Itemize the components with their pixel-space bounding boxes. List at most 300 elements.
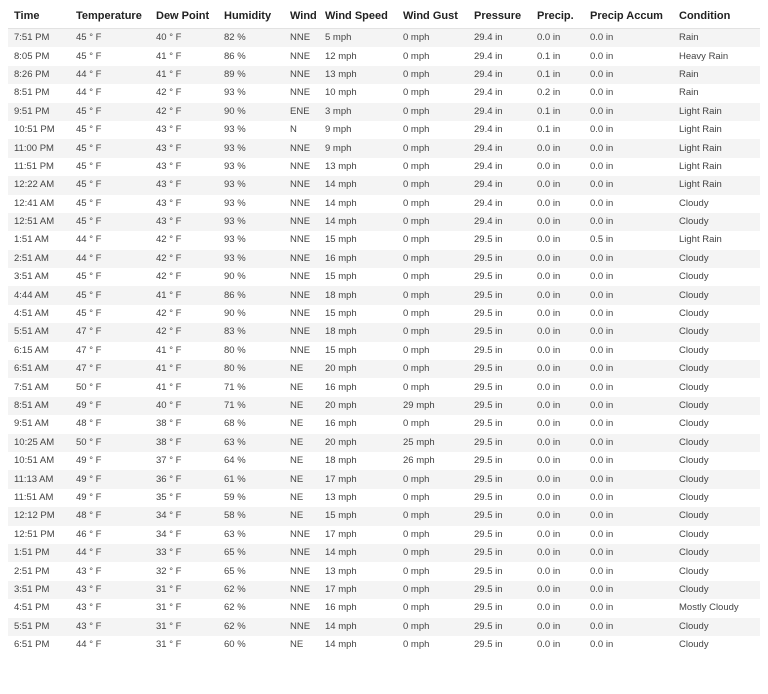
temperature-cell: 49 ° F <box>70 397 150 415</box>
dew-point-cell: 43 ° F <box>150 176 218 194</box>
temperature-cell: 45 ° F <box>70 103 150 121</box>
wind-gust-cell: 0 mph <box>397 47 468 65</box>
table-row <box>8 434 760 452</box>
dew-point-cell: 31 ° F <box>150 581 218 599</box>
column-header-wind: Wind <box>284 4 319 29</box>
wind-speed-cell: 13 mph <box>319 489 397 507</box>
precip-accum-cell: 0.0 in <box>584 139 673 157</box>
dew-point-cell: 41 ° F <box>150 47 218 65</box>
temperature-cell: 48 ° F <box>70 507 150 525</box>
wind-speed-cell: 14 mph <box>319 544 397 562</box>
wind-direction-cell: NE <box>284 470 319 488</box>
pressure-cell: 29.5 in <box>468 544 531 562</box>
condition-cell: Rain <box>673 29 760 48</box>
dew-point-cell: 38 ° F <box>150 434 218 452</box>
dew-point-cell: 41 ° F <box>150 342 218 360</box>
wind-speed-cell: 14 mph <box>319 618 397 636</box>
time-cell: 7:51 PM <box>8 29 70 48</box>
wind-direction-cell: NE <box>284 452 319 470</box>
temperature-cell: 45 ° F <box>70 268 150 286</box>
condition-cell: Cloudy <box>673 434 760 452</box>
precip-cell: 0.0 in <box>531 599 584 617</box>
column-header-precip-accum: Precip Accum <box>584 4 673 29</box>
wind-gust-cell: 0 mph <box>397 84 468 102</box>
wind-speed-cell: 14 mph <box>319 176 397 194</box>
time-cell: 11:13 AM <box>8 470 70 488</box>
humidity-cell: 83 % <box>218 323 284 341</box>
wind-direction-cell: NNE <box>284 158 319 176</box>
wind-speed-cell: 15 mph <box>319 231 397 249</box>
dew-point-cell: 37 ° F <box>150 452 218 470</box>
temperature-cell: 45 ° F <box>70 213 150 231</box>
table-row <box>8 139 760 157</box>
pressure-cell: 29.5 in <box>468 286 531 304</box>
pressure-cell: 29.5 in <box>468 526 531 544</box>
condition-cell: Cloudy <box>673 213 760 231</box>
precip-accum-cell: 0.0 in <box>584 213 673 231</box>
temperature-cell: 43 ° F <box>70 562 150 580</box>
precip-accum-cell: 0.0 in <box>584 305 673 323</box>
precip-accum-cell: 0.0 in <box>584 526 673 544</box>
precip-cell: 0.1 in <box>531 66 584 84</box>
time-cell: 2:51 AM <box>8 250 70 268</box>
humidity-cell: 64 % <box>218 452 284 470</box>
precip-accum-cell: 0.0 in <box>584 397 673 415</box>
wind-gust-cell: 0 mph <box>397 562 468 580</box>
precip-cell: 0.0 in <box>531 562 584 580</box>
wind-direction-cell: ENE <box>284 103 319 121</box>
temperature-cell: 45 ° F <box>70 121 150 139</box>
condition-cell: Light Rain <box>673 176 760 194</box>
time-cell: 8:51 PM <box>8 84 70 102</box>
humidity-cell: 90 % <box>218 103 284 121</box>
time-cell: 9:51 AM <box>8 415 70 433</box>
dew-point-cell: 41 ° F <box>150 378 218 396</box>
pressure-cell: 29.4 in <box>468 47 531 65</box>
time-cell: 3:51 PM <box>8 581 70 599</box>
table-row <box>8 618 760 636</box>
precip-cell: 0.0 in <box>531 305 584 323</box>
wind-direction-cell: NNE <box>284 544 319 562</box>
wind-speed-cell: 16 mph <box>319 250 397 268</box>
precip-cell: 0.0 in <box>531 231 584 249</box>
humidity-cell: 86 % <box>218 47 284 65</box>
temperature-cell: 44 ° F <box>70 84 150 102</box>
condition-cell: Cloudy <box>673 489 760 507</box>
time-cell: 3:51 AM <box>8 268 70 286</box>
dew-point-cell: 38 ° F <box>150 415 218 433</box>
table-row <box>8 470 760 488</box>
precip-accum-cell: 0.0 in <box>584 176 673 194</box>
wind-direction-cell: NNE <box>284 286 319 304</box>
humidity-cell: 93 % <box>218 213 284 231</box>
wind-gust-cell: 0 mph <box>397 305 468 323</box>
table-row <box>8 268 760 286</box>
temperature-cell: 44 ° F <box>70 66 150 84</box>
time-cell: 10:51 AM <box>8 452 70 470</box>
precip-accum-cell: 0.0 in <box>584 489 673 507</box>
humidity-cell: 62 % <box>218 618 284 636</box>
dew-point-cell: 40 ° F <box>150 29 218 48</box>
time-cell: 1:51 AM <box>8 231 70 249</box>
time-cell: 6:51 AM <box>8 360 70 378</box>
humidity-cell: 93 % <box>218 176 284 194</box>
wind-speed-cell: 14 mph <box>319 195 397 213</box>
precip-accum-cell: 0.0 in <box>584 121 673 139</box>
condition-cell: Cloudy <box>673 378 760 396</box>
wind-gust-cell: 0 mph <box>397 139 468 157</box>
table-row <box>8 176 760 194</box>
temperature-cell: 49 ° F <box>70 470 150 488</box>
dew-point-cell: 41 ° F <box>150 286 218 304</box>
condition-cell: Cloudy <box>673 562 760 580</box>
time-cell: 12:51 AM <box>8 213 70 231</box>
dew-point-cell: 42 ° F <box>150 250 218 268</box>
pressure-cell: 29.5 in <box>468 434 531 452</box>
wind-gust-cell: 0 mph <box>397 250 468 268</box>
column-header-humidity: Humidity <box>218 4 284 29</box>
wind-direction-cell: NNE <box>284 176 319 194</box>
temperature-cell: 45 ° F <box>70 139 150 157</box>
temperature-cell: 43 ° F <box>70 581 150 599</box>
wind-direction-cell: NNE <box>284 526 319 544</box>
table-body <box>8 29 760 655</box>
table-row <box>8 562 760 580</box>
precip-accum-cell: 0.0 in <box>584 195 673 213</box>
dew-point-cell: 31 ° F <box>150 618 218 636</box>
table-row <box>8 544 760 562</box>
precip-cell: 0.0 in <box>531 213 584 231</box>
wind-gust-cell: 0 mph <box>397 342 468 360</box>
precip-accum-cell: 0.0 in <box>584 636 673 654</box>
dew-point-cell: 42 ° F <box>150 268 218 286</box>
precip-accum-cell: 0.0 in <box>584 286 673 304</box>
table-row <box>8 250 760 268</box>
table-row <box>8 397 760 415</box>
humidity-cell: 86 % <box>218 286 284 304</box>
humidity-cell: 93 % <box>218 195 284 213</box>
humidity-cell: 62 % <box>218 599 284 617</box>
pressure-cell: 29.5 in <box>468 250 531 268</box>
pressure-cell: 29.5 in <box>468 581 531 599</box>
condition-cell: Rain <box>673 84 760 102</box>
condition-cell: Cloudy <box>673 452 760 470</box>
wind-speed-cell: 9 mph <box>319 139 397 157</box>
precip-cell: 0.0 in <box>531 526 584 544</box>
table-row <box>8 103 760 121</box>
dew-point-cell: 43 ° F <box>150 195 218 213</box>
precip-cell: 0.1 in <box>531 121 584 139</box>
precip-cell: 0.0 in <box>531 139 584 157</box>
wind-speed-cell: 20 mph <box>319 397 397 415</box>
wind-gust-cell: 0 mph <box>397 213 468 231</box>
pressure-cell: 29.5 in <box>468 489 531 507</box>
humidity-cell: 62 % <box>218 581 284 599</box>
table-header-row <box>8 4 760 29</box>
precip-cell: 0.0 in <box>531 268 584 286</box>
pressure-cell: 29.5 in <box>468 636 531 654</box>
wind-gust-cell: 0 mph <box>397 323 468 341</box>
precip-accum-cell: 0.0 in <box>584 599 673 617</box>
table-row <box>8 360 760 378</box>
pressure-cell: 29.5 in <box>468 323 531 341</box>
condition-cell: Light Rain <box>673 231 760 249</box>
pressure-cell: 29.5 in <box>468 507 531 525</box>
wind-speed-cell: 17 mph <box>319 526 397 544</box>
dew-point-cell: 32 ° F <box>150 562 218 580</box>
temperature-cell: 45 ° F <box>70 305 150 323</box>
humidity-cell: 93 % <box>218 121 284 139</box>
wind-speed-cell: 20 mph <box>319 360 397 378</box>
precip-cell: 0.0 in <box>531 397 584 415</box>
humidity-cell: 65 % <box>218 544 284 562</box>
precip-accum-cell: 0.0 in <box>584 47 673 65</box>
condition-cell: Mostly Cloudy <box>673 599 760 617</box>
humidity-cell: 63 % <box>218 434 284 452</box>
time-cell: 12:12 PM <box>8 507 70 525</box>
precip-cell: 0.0 in <box>531 434 584 452</box>
temperature-cell: 44 ° F <box>70 544 150 562</box>
time-cell: 6:15 AM <box>8 342 70 360</box>
condition-cell: Cloudy <box>673 544 760 562</box>
humidity-cell: 93 % <box>218 139 284 157</box>
temperature-cell: 45 ° F <box>70 158 150 176</box>
humidity-cell: 63 % <box>218 526 284 544</box>
condition-cell: Cloudy <box>673 286 760 304</box>
wind-gust-cell: 0 mph <box>397 158 468 176</box>
precip-accum-cell: 0.0 in <box>584 434 673 452</box>
humidity-cell: 71 % <box>218 378 284 396</box>
humidity-cell: 58 % <box>218 507 284 525</box>
wind-gust-cell: 0 mph <box>397 415 468 433</box>
temperature-cell: 43 ° F <box>70 599 150 617</box>
pressure-cell: 29.5 in <box>468 415 531 433</box>
table-row <box>8 66 760 84</box>
temperature-cell: 50 ° F <box>70 434 150 452</box>
pressure-cell: 29.5 in <box>468 618 531 636</box>
time-cell: 8:51 AM <box>8 397 70 415</box>
wind-gust-cell: 0 mph <box>397 360 468 378</box>
wind-gust-cell: 0 mph <box>397 286 468 304</box>
pressure-cell: 29.5 in <box>468 452 531 470</box>
wind-gust-cell: 0 mph <box>397 121 468 139</box>
dew-point-cell: 31 ° F <box>150 636 218 654</box>
time-cell: 10:25 AM <box>8 434 70 452</box>
precip-accum-cell: 0.0 in <box>584 323 673 341</box>
humidity-cell: 80 % <box>218 342 284 360</box>
wind-gust-cell: 0 mph <box>397 66 468 84</box>
wind-direction-cell: NNE <box>284 29 319 48</box>
pressure-cell: 29.5 in <box>468 342 531 360</box>
time-cell: 8:05 PM <box>8 47 70 65</box>
wind-speed-cell: 15 mph <box>319 268 397 286</box>
wind-direction-cell: NNE <box>284 581 319 599</box>
condition-cell: Cloudy <box>673 415 760 433</box>
wind-speed-cell: 13 mph <box>319 158 397 176</box>
time-cell: 4:44 AM <box>8 286 70 304</box>
table-row <box>8 158 760 176</box>
wind-speed-cell: 20 mph <box>319 434 397 452</box>
wind-gust-cell: 0 mph <box>397 176 468 194</box>
wind-direction-cell: NNE <box>284 213 319 231</box>
temperature-cell: 44 ° F <box>70 636 150 654</box>
condition-cell: Cloudy <box>673 250 760 268</box>
time-cell: 11:00 PM <box>8 139 70 157</box>
time-cell: 12:51 PM <box>8 526 70 544</box>
temperature-cell: 49 ° F <box>70 452 150 470</box>
column-header-wind-gust: Wind Gust <box>397 4 468 29</box>
time-cell: 2:51 PM <box>8 562 70 580</box>
table-row <box>8 231 760 249</box>
wind-gust-cell: 0 mph <box>397 636 468 654</box>
pressure-cell: 29.4 in <box>468 84 531 102</box>
precip-cell: 0.0 in <box>531 286 584 304</box>
wind-speed-cell: 18 mph <box>319 323 397 341</box>
wind-speed-cell: 13 mph <box>319 562 397 580</box>
wind-speed-cell: 10 mph <box>319 84 397 102</box>
precip-cell: 0.0 in <box>531 378 584 396</box>
wind-speed-cell: 12 mph <box>319 47 397 65</box>
condition-cell: Light Rain <box>673 121 760 139</box>
wind-speed-cell: 18 mph <box>319 286 397 304</box>
wind-gust-cell: 25 mph <box>397 434 468 452</box>
precip-cell: 0.0 in <box>531 415 584 433</box>
column-header-temperature: Temperature <box>70 4 150 29</box>
precip-accum-cell: 0.0 in <box>584 378 673 396</box>
humidity-cell: 82 % <box>218 29 284 48</box>
wind-gust-cell: 0 mph <box>397 544 468 562</box>
pressure-cell: 29.4 in <box>468 176 531 194</box>
wind-direction-cell: NNE <box>284 323 319 341</box>
precip-accum-cell: 0.0 in <box>584 507 673 525</box>
precip-accum-cell: 0.5 in <box>584 231 673 249</box>
table-row <box>8 323 760 341</box>
temperature-cell: 48 ° F <box>70 415 150 433</box>
humidity-cell: 65 % <box>218 562 284 580</box>
table-row <box>8 305 760 323</box>
wind-gust-cell: 0 mph <box>397 581 468 599</box>
humidity-cell: 89 % <box>218 66 284 84</box>
dew-point-cell: 40 ° F <box>150 397 218 415</box>
humidity-cell: 80 % <box>218 360 284 378</box>
column-header-wind-speed: Wind Speed <box>319 4 397 29</box>
condition-cell: Cloudy <box>673 636 760 654</box>
precip-cell: 0.2 in <box>531 84 584 102</box>
pressure-cell: 29.4 in <box>468 139 531 157</box>
condition-cell: Light Rain <box>673 139 760 157</box>
temperature-cell: 47 ° F <box>70 360 150 378</box>
precip-accum-cell: 0.0 in <box>584 342 673 360</box>
pressure-cell: 29.4 in <box>468 29 531 48</box>
precip-cell: 0.0 in <box>531 581 584 599</box>
wind-speed-cell: 15 mph <box>319 305 397 323</box>
time-cell: 11:51 PM <box>8 158 70 176</box>
precip-accum-cell: 0.0 in <box>584 66 673 84</box>
dew-point-cell: 42 ° F <box>150 231 218 249</box>
table-row <box>8 121 760 139</box>
pressure-cell: 29.5 in <box>468 470 531 488</box>
wind-gust-cell: 0 mph <box>397 526 468 544</box>
wind-speed-cell: 15 mph <box>319 342 397 360</box>
precip-cell: 0.0 in <box>531 544 584 562</box>
wind-speed-cell: 18 mph <box>319 452 397 470</box>
temperature-cell: 44 ° F <box>70 250 150 268</box>
dew-point-cell: 42 ° F <box>150 103 218 121</box>
table-row <box>8 213 760 231</box>
table-row <box>8 378 760 396</box>
wind-speed-cell: 16 mph <box>319 415 397 433</box>
wind-speed-cell: 14 mph <box>319 636 397 654</box>
wind-gust-cell: 29 mph <box>397 397 468 415</box>
temperature-cell: 50 ° F <box>70 378 150 396</box>
humidity-cell: 93 % <box>218 231 284 249</box>
condition-cell: Cloudy <box>673 323 760 341</box>
column-header-condition: Condition <box>673 4 760 29</box>
wind-gust-cell: 0 mph <box>397 470 468 488</box>
wind-direction-cell: NNE <box>284 250 319 268</box>
humidity-cell: 61 % <box>218 470 284 488</box>
wind-direction-cell: NNE <box>284 139 319 157</box>
humidity-cell: 93 % <box>218 84 284 102</box>
table-row <box>8 29 760 48</box>
precip-accum-cell: 0.0 in <box>584 415 673 433</box>
precip-cell: 0.0 in <box>531 195 584 213</box>
condition-cell: Cloudy <box>673 195 760 213</box>
precip-cell: 0.0 in <box>531 489 584 507</box>
dew-point-cell: 41 ° F <box>150 66 218 84</box>
condition-cell: Rain <box>673 66 760 84</box>
humidity-cell: 93 % <box>218 250 284 268</box>
precip-accum-cell: 0.0 in <box>584 158 673 176</box>
condition-cell: Cloudy <box>673 268 760 286</box>
time-cell: 12:22 AM <box>8 176 70 194</box>
wind-speed-cell: 5 mph <box>319 29 397 48</box>
precip-cell: 0.0 in <box>531 250 584 268</box>
temperature-cell: 44 ° F <box>70 231 150 249</box>
precip-cell: 0.0 in <box>531 29 584 48</box>
pressure-cell: 29.4 in <box>468 66 531 84</box>
condition-cell: Cloudy <box>673 397 760 415</box>
wind-speed-cell: 17 mph <box>319 581 397 599</box>
dew-point-cell: 43 ° F <box>150 213 218 231</box>
wind-direction-cell: NE <box>284 378 319 396</box>
wind-direction-cell: NE <box>284 397 319 415</box>
dew-point-cell: 34 ° F <box>150 507 218 525</box>
pressure-cell: 29.5 in <box>468 360 531 378</box>
temperature-cell: 45 ° F <box>70 47 150 65</box>
column-header-pressure: Pressure <box>468 4 531 29</box>
dew-point-cell: 33 ° F <box>150 544 218 562</box>
precip-accum-cell: 0.0 in <box>584 618 673 636</box>
precip-accum-cell: 0.0 in <box>584 29 673 48</box>
pressure-cell: 29.5 in <box>468 599 531 617</box>
wind-direction-cell: NE <box>284 507 319 525</box>
humidity-cell: 68 % <box>218 415 284 433</box>
precip-accum-cell: 0.0 in <box>584 562 673 580</box>
pressure-cell: 29.4 in <box>468 213 531 231</box>
precip-cell: 0.0 in <box>531 360 584 378</box>
temperature-cell: 43 ° F <box>70 618 150 636</box>
table-row <box>8 599 760 617</box>
temperature-cell: 49 ° F <box>70 489 150 507</box>
wind-speed-cell: 15 mph <box>319 507 397 525</box>
time-cell: 5:51 PM <box>8 618 70 636</box>
wind-direction-cell: NE <box>284 636 319 654</box>
condition-cell: Cloudy <box>673 360 760 378</box>
time-cell: 11:51 AM <box>8 489 70 507</box>
pressure-cell: 29.4 in <box>468 158 531 176</box>
table-row <box>8 415 760 433</box>
